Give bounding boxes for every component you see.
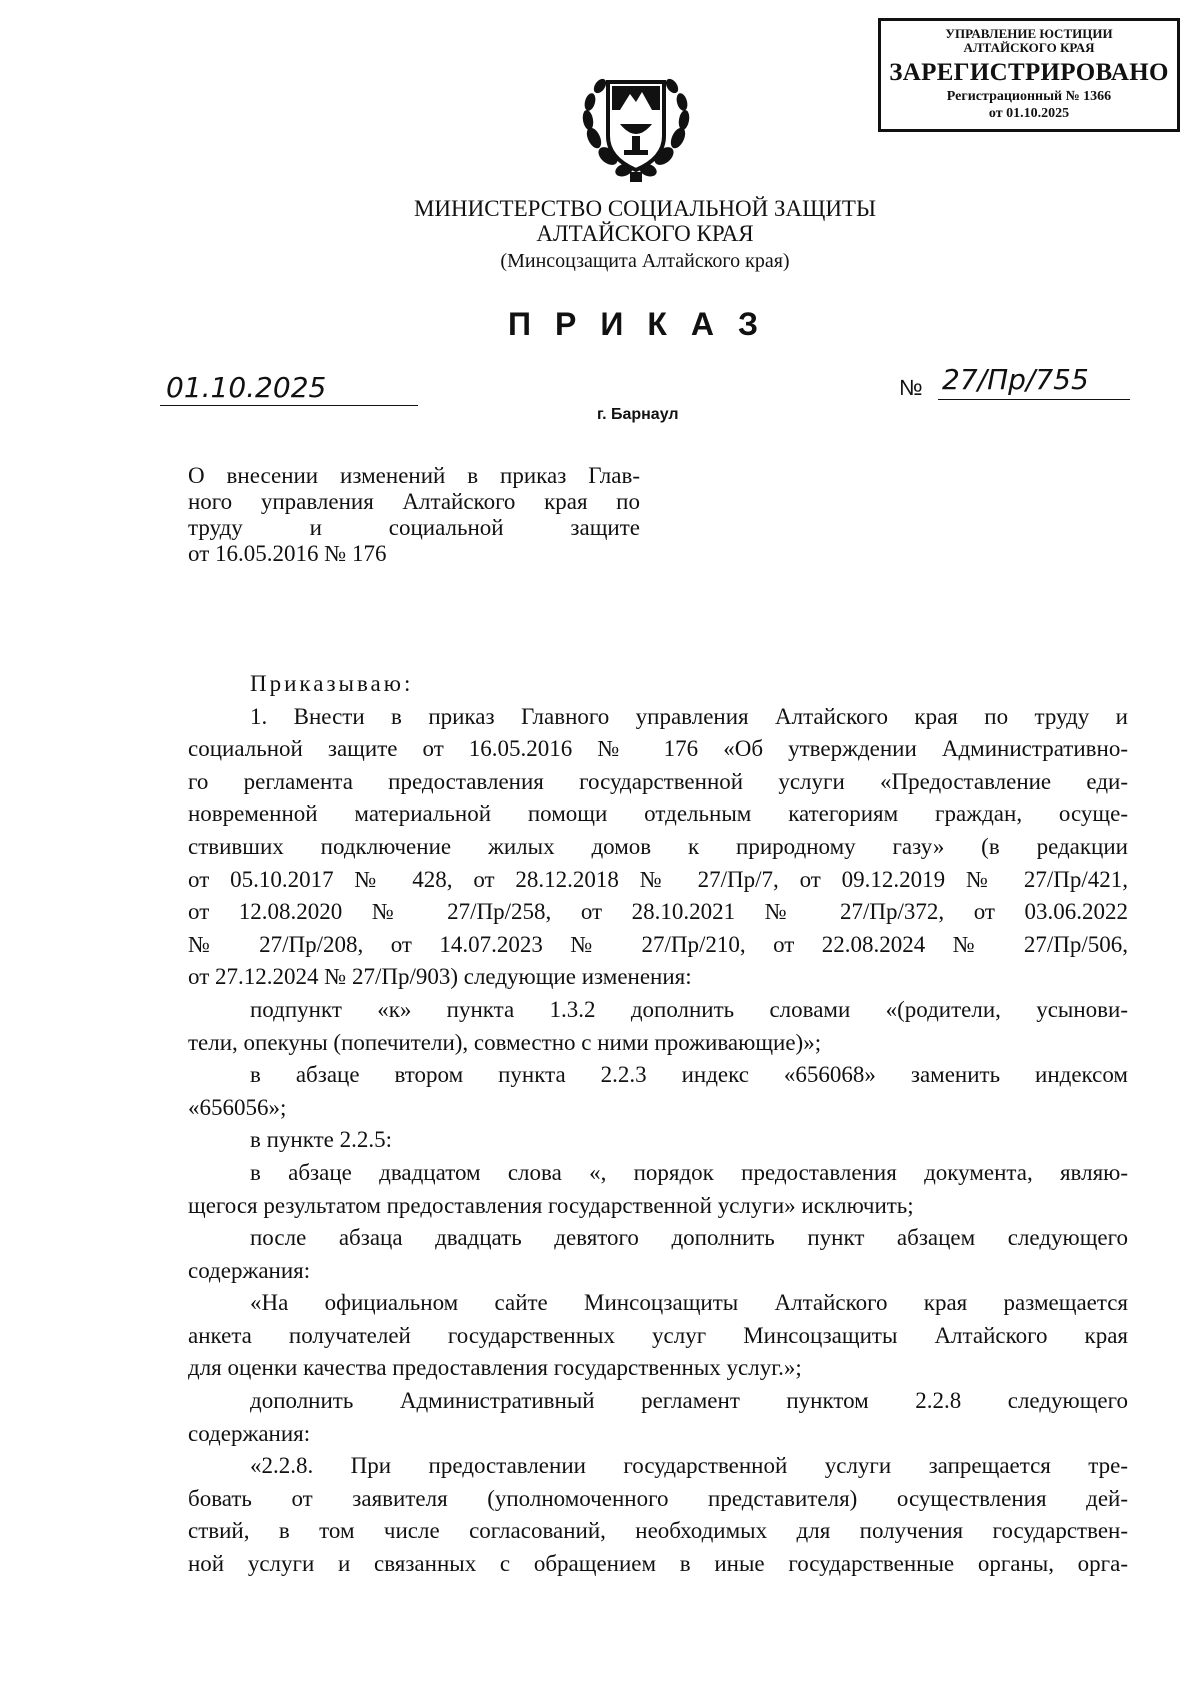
body-line: 1. Внести в приказ Главного управления Алтайского края по труду и bbox=[250, 703, 1128, 729]
body-line: щегося результатом предоставления государственной услуги» исключить; bbox=[188, 1192, 914, 1218]
body-paragraph bbox=[188, 1450, 1128, 1580]
body-line: после абзаца двадцать девятого дополнить пункт абзацем следующего bbox=[250, 1225, 1128, 1251]
subject-line: труду и социальной защите bbox=[188, 515, 640, 540]
stamp-reg-number: Регистрационный № 1366 bbox=[946, 89, 1112, 104]
registration-stamp bbox=[878, 18, 1180, 132]
subject-line: О внесении изменений в приказ Глав- bbox=[188, 463, 640, 488]
order-body bbox=[188, 668, 1128, 1581]
body-line: в абзаце двадцатом слова «, порядок предоставления документа, являю- bbox=[250, 1159, 1128, 1185]
body-line: «2.2.8. При предоставлении государственной услуги запрещается тре- bbox=[250, 1453, 1128, 1479]
body-line: для оценки качества предоставления государственных услуг.»; bbox=[188, 1355, 802, 1381]
body-line: № 27/Пр/208, от 14.07.2023 № 27/Пр/210, от 22.08.2024 № 27/Пр/506, bbox=[188, 931, 1128, 957]
body-line: содержания: bbox=[188, 1257, 311, 1283]
stamp-org-line2: АЛТАЙСКОГО КРАЯ bbox=[963, 40, 1095, 55]
handwritten-number: 27/Пр/755 bbox=[938, 362, 1130, 400]
stamp-status: ЗАРЕГИСТРИРОВАНО bbox=[889, 59, 1169, 86]
body-line: «На официальном сайте Минсоцзащиты Алтайского края размещается bbox=[250, 1290, 1128, 1316]
stamp-reg-date: от 01.10.2025 bbox=[988, 106, 1070, 121]
body-paragraph bbox=[188, 1124, 1128, 1157]
stamp-org-line1: УПРАВЛЕНИЕ ЮСТИЦИИ bbox=[945, 26, 1113, 41]
body-line: ной услуги и связанных с обращением в иные государственные органы, орга- bbox=[188, 1551, 1128, 1577]
body-line: «656056»; bbox=[188, 1094, 287, 1120]
ministry-short-name: (Минсоцзащита Алтайского края) bbox=[500, 250, 790, 272]
number-label: № bbox=[899, 375, 923, 400]
body-paragraph bbox=[188, 1222, 1128, 1287]
subject-line: ного управления Алтайского края по bbox=[188, 489, 640, 514]
body-line: от 05.10.2017 № 428, от 28.12.2018 № 27/Пр/7, от 09.12.2019 № 27/Пр/421, bbox=[188, 866, 1128, 892]
subject-block bbox=[188, 463, 640, 567]
body-paragraph bbox=[188, 701, 1128, 994]
order-lead: Приказываю: bbox=[250, 671, 414, 696]
body-paragraph bbox=[188, 1059, 1128, 1124]
body-line: содержания: bbox=[188, 1420, 311, 1446]
body-paragraph bbox=[188, 1287, 1128, 1385]
body-line: ствивших подключение жилых домов к природному газу» (в редакции bbox=[188, 833, 1128, 859]
subject-line: от 16.05.2016 № 176 bbox=[188, 541, 387, 566]
city-label: г. Барнаул bbox=[597, 406, 679, 423]
body-line: новременной материальной помощи отдельным категориям граждан, осуще- bbox=[188, 801, 1128, 827]
paragraphs bbox=[188, 701, 1128, 1581]
body-line: бовать от заявителя (уполномоченного представителя) осуществления дей- bbox=[188, 1485, 1128, 1511]
body-line: подпункт «к» пункта 1.3.2 дополнить словами «(родители, усынови- bbox=[250, 996, 1128, 1022]
ministry-name-line1: МИНИСТЕРСТВО СОЦИАЛЬНОЙ ЗАЩИТЫ bbox=[413, 196, 877, 221]
body-line: в абзаце втором пункта 2.2.3 индекс «656068» заменить индексом bbox=[250, 1062, 1128, 1088]
body-paragraph bbox=[188, 994, 1128, 1059]
body-paragraph bbox=[188, 1385, 1128, 1450]
body-line: от 27.12.2024 № 27/Пр/903) следующие изменения: bbox=[188, 964, 692, 990]
body-line: дополнить Административный регламент пунктом 2.2.8 следующего bbox=[250, 1388, 1128, 1414]
body-line: от 12.08.2020 № 27/Пр/258, от 28.10.2021 № 27/Пр/372, от 03.06.2022 bbox=[188, 899, 1128, 925]
body-line: анкета получателей государственных услуг Минсоцзащиты Алтайского края bbox=[188, 1322, 1128, 1348]
body-line: в пункте 2.2.5: bbox=[250, 1127, 392, 1153]
body-paragraph bbox=[188, 1157, 1128, 1222]
body-line: тели, опекуны (попечители), совместно с ними проживающие)»; bbox=[188, 1029, 822, 1055]
handwritten-date: 01.10.2025 bbox=[160, 370, 418, 406]
body-line: го регламента предоставления государственной услуги «Предоставление еди- bbox=[188, 768, 1128, 794]
coat-of-arms-emblem bbox=[574, 58, 698, 188]
ministry-name-line2: АЛТАЙСКОГО КРАЯ bbox=[536, 221, 754, 246]
document-type-title: ПРИКАЗ bbox=[507, 306, 783, 342]
body-line: ствий, в том числе согласований, необходимых для получения государствен- bbox=[188, 1518, 1128, 1544]
body-line: социальной защите от 16.05.2016 № 176 «Об утверждении Административно- bbox=[188, 736, 1128, 762]
